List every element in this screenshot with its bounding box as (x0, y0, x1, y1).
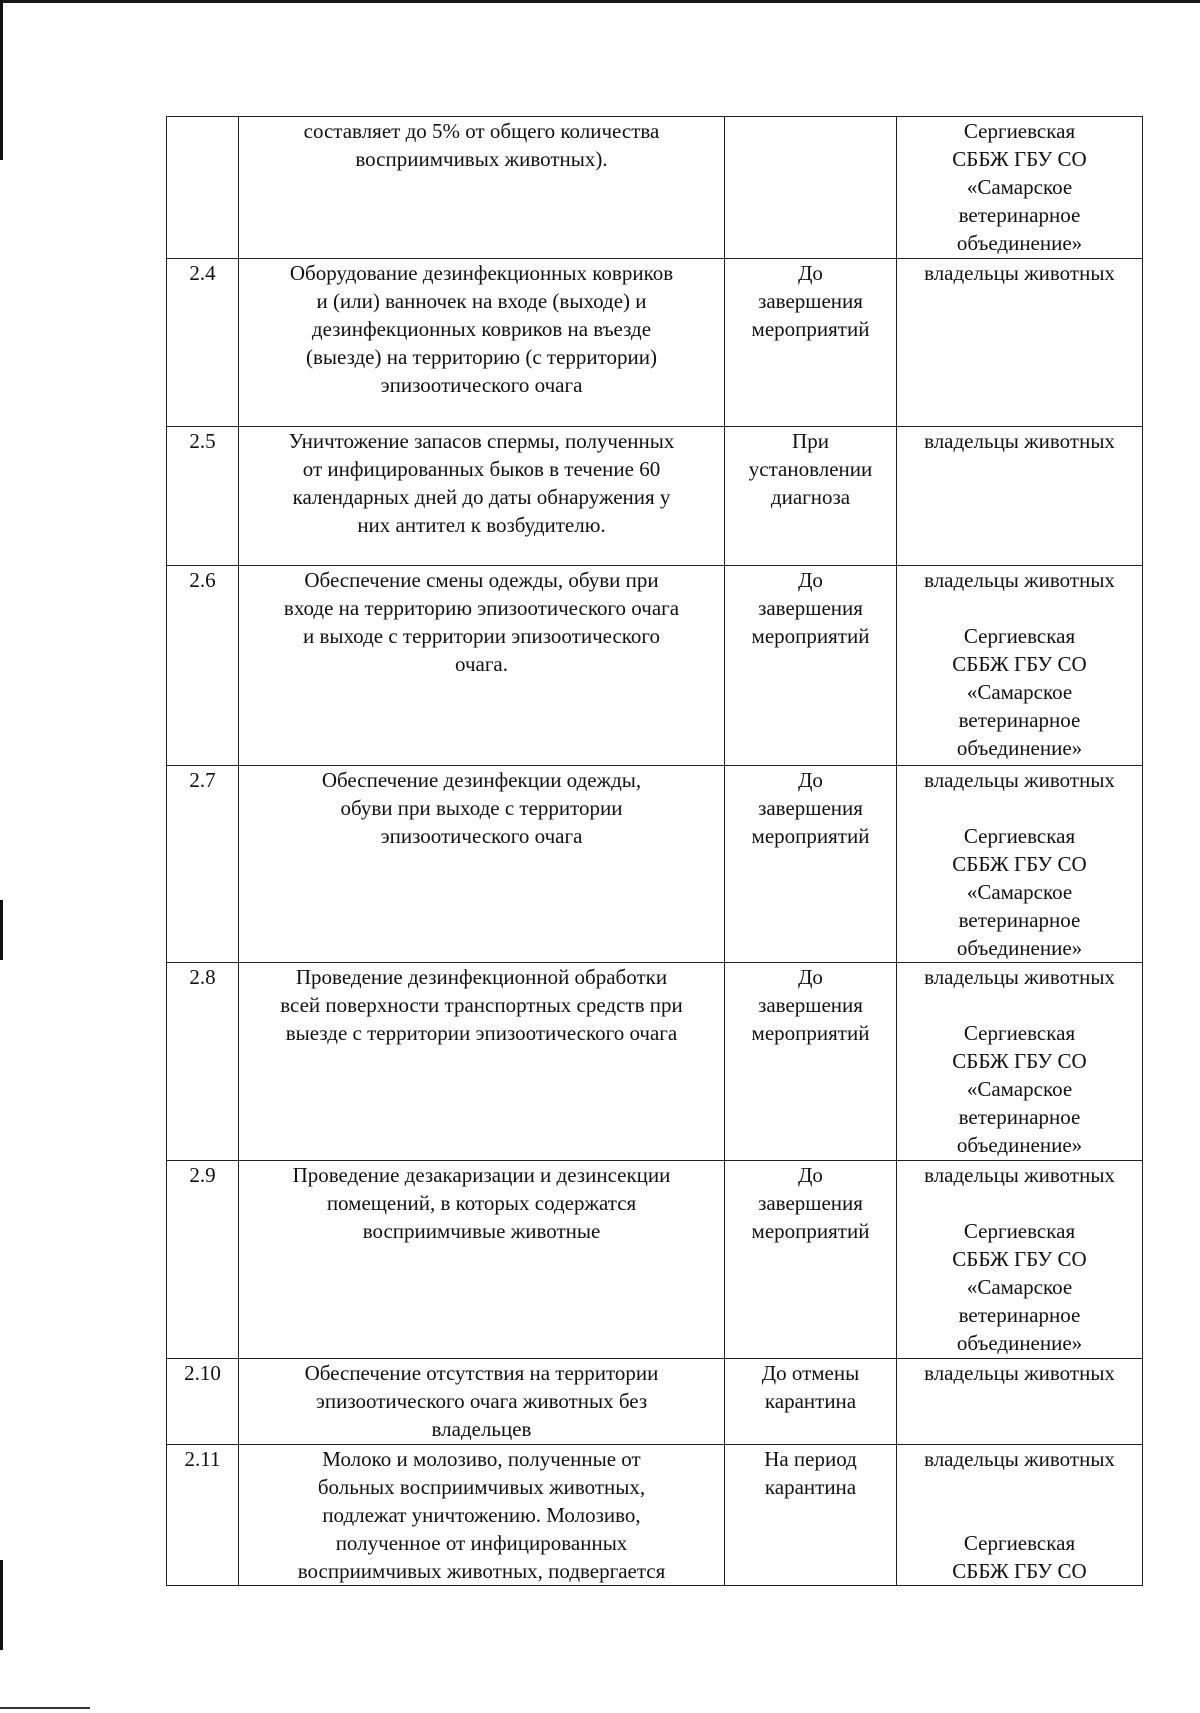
row-action: Обеспечение смены одежды, обуви при входе на территорию эпизоотического очага и выходе с территории эпизоотического очага. (239, 566, 725, 766)
row-responsible: владельцы животных Сергиевская СББЖ ГБУ СО (897, 1445, 1143, 1586)
row-term: При установлении диагноза (725, 427, 897, 566)
row-action: составляет до 5% от общего количества восприимчивых животных). (239, 117, 725, 259)
row-responsible: владельцы животных (897, 427, 1143, 566)
row-responsible: владельцы животных Сергиевская СББЖ ГБУ СО «Самарское ветеринарное объединение» (897, 566, 1143, 766)
table-row (167, 963, 1143, 1161)
row-term (725, 117, 897, 259)
scan-bottom-edge (0, 1707, 90, 1709)
row-number: 2.7 (167, 766, 239, 963)
row-term: До завершения мероприятий (725, 963, 897, 1161)
row-responsible: Сергиевская СББЖ ГБУ СО «Самарское ветеринарное объединение» (897, 117, 1143, 259)
row-action: Уничтожение запасов спермы, полученных от инфицированных быков в течение 60 календарных дней до даты обнаружения у них антител к возбудителю. (239, 427, 725, 566)
row-number: 2.6 (167, 566, 239, 766)
row-number: 2.5 (167, 427, 239, 566)
row-term: До завершения мероприятий (725, 259, 897, 427)
row-term: До завершения мероприятий (725, 566, 897, 766)
row-responsible: владельцы животных Сергиевская СББЖ ГБУ СО «Самарское ветеринарное объединение» (897, 1161, 1143, 1359)
scan-top-edge (0, 0, 1200, 3)
table-row (167, 766, 1143, 963)
scan-left-edge-mark (0, 1560, 3, 1650)
measures-table (166, 116, 1143, 1586)
row-action: Обеспечение отсутствия на территории эпизоотического очага животных без владельцев (239, 1359, 725, 1445)
table-row (167, 566, 1143, 766)
table-row (167, 1161, 1143, 1359)
row-responsible: владельцы животных Сергиевская СББЖ ГБУ СО «Самарское ветеринарное объединение» (897, 963, 1143, 1161)
row-responsible: владельцы животных (897, 259, 1143, 427)
row-term: На период карантина (725, 1445, 897, 1586)
scan-left-edge (0, 0, 3, 160)
row-number: 2.4 (167, 259, 239, 427)
row-action: Оборудование дезинфекционных ковриков и (или) ванночек на входе (выходе) и дезинфекционных ковриков на въезде (выезде) на территорию (с территории) эпизоотического очага (239, 259, 725, 427)
table-row (167, 117, 1143, 259)
table-row (167, 1445, 1143, 1586)
row-responsible: владельцы животных (897, 1359, 1143, 1445)
row-action: Обеспечение дезинфекции одежды, обуви при выходе с территории эпизоотического очага (239, 766, 725, 963)
row-action: Проведение дезинфекционной обработки всей поверхности транспортных средств при выезде с территории эпизоотического очага (239, 963, 725, 1161)
row-number (167, 117, 239, 259)
scan-left-edge-mark (0, 900, 3, 960)
table-row (167, 427, 1143, 566)
row-number: 2.8 (167, 963, 239, 1161)
row-term: До отмены карантина (725, 1359, 897, 1445)
row-number: 2.9 (167, 1161, 239, 1359)
table-row (167, 259, 1143, 427)
row-number: 2.10 (167, 1359, 239, 1445)
row-number: 2.11 (167, 1445, 239, 1586)
row-action: Проведение дезакаризации и дезинсекции помещений, в которых содержатся восприимчивые животные (239, 1161, 725, 1359)
row-term: До завершения мероприятий (725, 1161, 897, 1359)
row-term: До завершения мероприятий (725, 766, 897, 963)
row-action: Молоко и молозиво, полученные от больных восприимчивых животных, подлежат уничтожению. Молозиво, полученное от инфицированных восприимчивых животных, подвергается (239, 1445, 725, 1586)
row-responsible: владельцы животных Сергиевская СББЖ ГБУ СО «Самарское ветеринарное объединение» (897, 766, 1143, 963)
table-row (167, 1359, 1143, 1445)
